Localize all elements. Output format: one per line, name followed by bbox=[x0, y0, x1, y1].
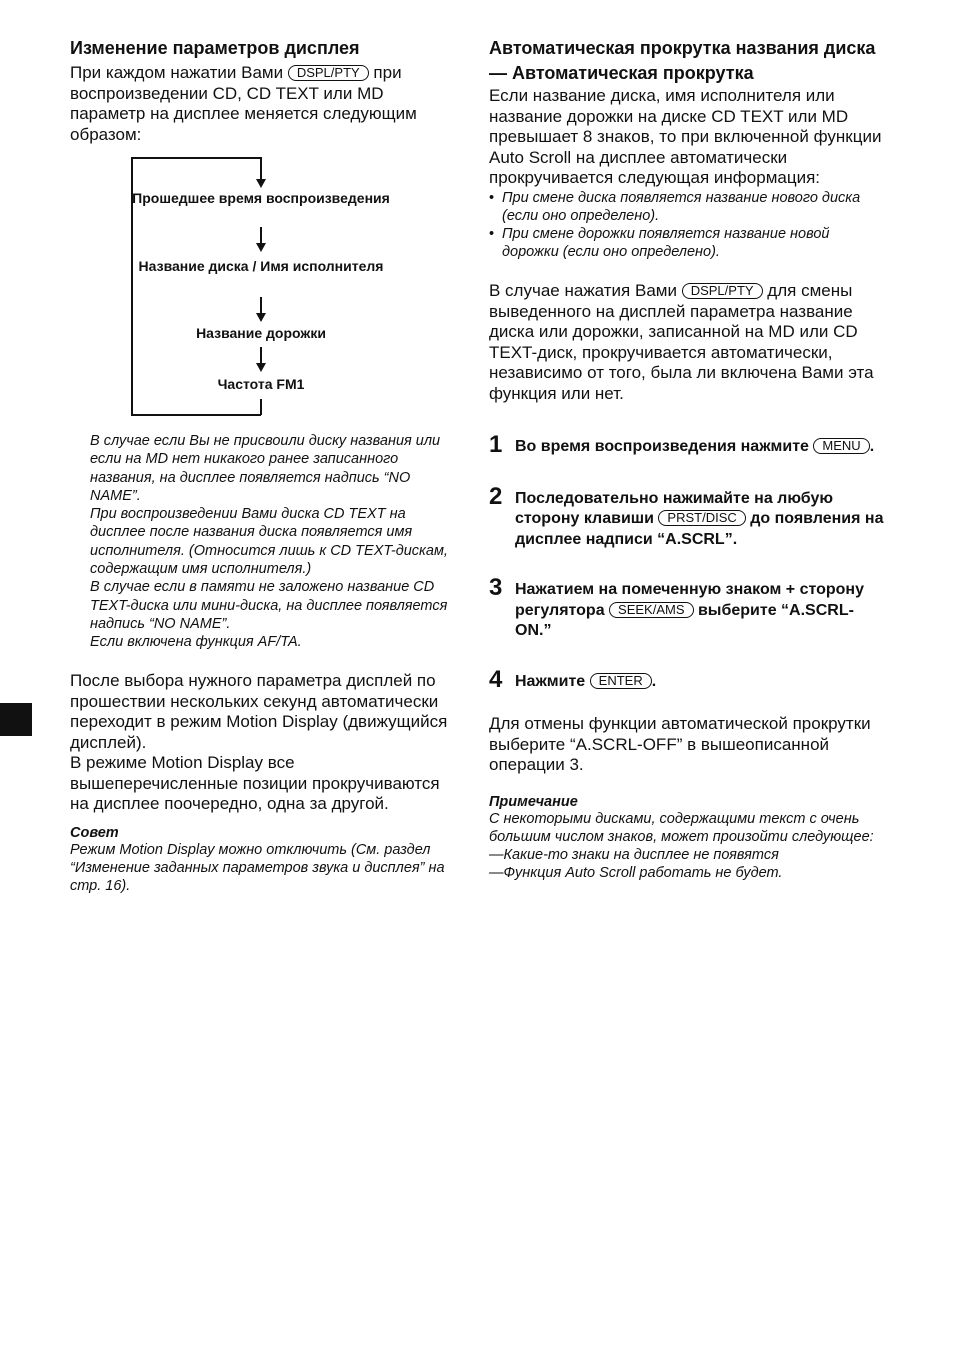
flow-item-elapsed-time: Прошедшее время воспроизведения bbox=[132, 190, 390, 206]
display-cycle-diagram bbox=[131, 157, 391, 415]
menu-key: MENU bbox=[813, 438, 869, 454]
flow-item-fm-frequency: Частота FM1 bbox=[217, 376, 305, 392]
tip-text: Режим Motion Display можно отключить (См. раздел “Изменение заданных параметров звука и дисплея” на стр. 16). bbox=[70, 841, 445, 894]
step-text-end: до появления на дисплее надписи “A.SCRL”. bbox=[515, 510, 884, 548]
step-text: Нажмите bbox=[515, 672, 586, 690]
right-column bbox=[489, 36, 884, 883]
step-number: 2 bbox=[489, 482, 503, 510]
prst-disc-key: PRST/DISC bbox=[658, 510, 745, 526]
motion-display-text bbox=[70, 671, 460, 895]
flow-note-2: При воспроизведении Вами диска CD TEXT на дисплее после названия диска появляется имя исполнителя. (Относится лишь к CD TEXT-дискам, содержащим имя исполнителя.) bbox=[90, 506, 448, 578]
step-3 bbox=[489, 574, 884, 642]
motion-para-2: В режиме Motion Display все вышеперечисленные позиции прокручиваются на дисплее поочередно, одна за другой. bbox=[70, 753, 440, 813]
note-item-2: —Функция Auto Scroll работать не будет. bbox=[489, 865, 783, 882]
step-number: 4 bbox=[489, 665, 503, 693]
motion-para-1: После выбора нужного параметра дисплей по прошествии нескольких секунд автоматически переходит в режим Motion Display (движущийся дисплей). bbox=[70, 671, 448, 752]
display-intro bbox=[70, 63, 460, 145]
auto-scroll-heading: Автоматическая прокрутка названия диска bbox=[489, 38, 876, 58]
flow-notes bbox=[90, 432, 460, 652]
loop-line-return bbox=[260, 399, 262, 415]
auto-scroll-bullets bbox=[489, 189, 884, 262]
step-text: Во время воспроизведения нажмите bbox=[515, 438, 809, 456]
step-4 bbox=[489, 665, 884, 693]
flow-note-1: В случае если Вы не присвоили диску названия или если на MD нет никакого ранее записанного названия, на дисплее появляется надпись “NO NAME”. bbox=[90, 433, 441, 504]
dspl-pty-key: DSPL/PTY bbox=[288, 65, 369, 81]
intro-text-2: при воспроизведении CD, CD TEXT или MD параметр на дисплее меняется следующим образом: bbox=[70, 63, 417, 144]
step-text-end: выберите “A.SCRL-ON.” bbox=[515, 601, 854, 640]
section-tab-marker bbox=[0, 703, 32, 736]
step-2 bbox=[489, 482, 884, 551]
display-settings-heading: Изменение параметров дисплея bbox=[70, 38, 360, 58]
note-item-1: —Какие-то знаки на дисплее не появятся bbox=[489, 847, 779, 864]
flow-note-4: Если включена функция AF/TA. bbox=[90, 634, 302, 651]
left-column bbox=[70, 36, 460, 145]
step-text-end: . bbox=[869, 438, 875, 456]
seek-ams-key: SEEK/AMS bbox=[609, 602, 693, 618]
bullet-item: • При смене дорожки появляется название новой дорожки (если оно определено). bbox=[489, 225, 884, 261]
tip-label: Совет bbox=[70, 824, 119, 841]
loop-line-top bbox=[131, 157, 261, 159]
note-label: Примечание bbox=[489, 793, 578, 810]
step-number: 1 bbox=[489, 431, 503, 459]
auto-scroll-subheading: — Автоматическая прокрутка bbox=[489, 63, 754, 83]
step-1 bbox=[489, 431, 884, 459]
dspl-para-text-2: для смены выведенного на дисплей параметра название диска или дорожки, записанной на MD или CD TEXT-диск, прокручивается автоматически, независимо от того, была ли включена Вами эта функция или нет. bbox=[489, 281, 874, 403]
bullet-item: • При смене диска появляется название нового диска (если оно определено). bbox=[489, 189, 884, 225]
dspl-para bbox=[489, 281, 884, 404]
step-text-end: . bbox=[651, 672, 657, 690]
enter-key: ENTER bbox=[590, 673, 652, 689]
step-text: Нажатием на помеченную знаком + сторону регулятора bbox=[515, 581, 864, 619]
cancel-instructions: Для отмены функции автоматической прокрутки выберите “A.SCRL-OFF” в вышеописанной операции 3. bbox=[489, 714, 871, 775]
dspl-para-text-1: В случае нажатия Вами bbox=[489, 281, 677, 301]
note-text: С некоторыми дисками, содержащими текст с очень большим числом знаков, может произойти следующее: bbox=[489, 810, 874, 846]
dspl-pty-key-2: DSPL/PTY bbox=[682, 283, 763, 299]
intro-text-1: При каждом нажатии Вами bbox=[70, 63, 284, 82]
step-number: 3 bbox=[489, 574, 503, 602]
flow-item-track-name: Название дорожки bbox=[196, 325, 326, 341]
flow-note-3: В случае если в памяти не заложено название CD TEXT-диска или мини-диска, на дисплее появляется надпись “NO NAME”. bbox=[90, 579, 448, 632]
step-text: Последовательно нажимайте на любую сторону клавиши bbox=[515, 489, 834, 528]
auto-scroll-intro: Если название диска, имя исполнителя или название дорожки на диске CD TEXT или MD превышает 8 знаков, то при включенной функции Auto Scroll на дисплее автоматически прокручивается следующая информация: bbox=[489, 86, 882, 187]
flow-item-disc-name: Название диска / Имя исполнителя bbox=[138, 258, 384, 274]
loop-line-bottom bbox=[131, 414, 261, 416]
